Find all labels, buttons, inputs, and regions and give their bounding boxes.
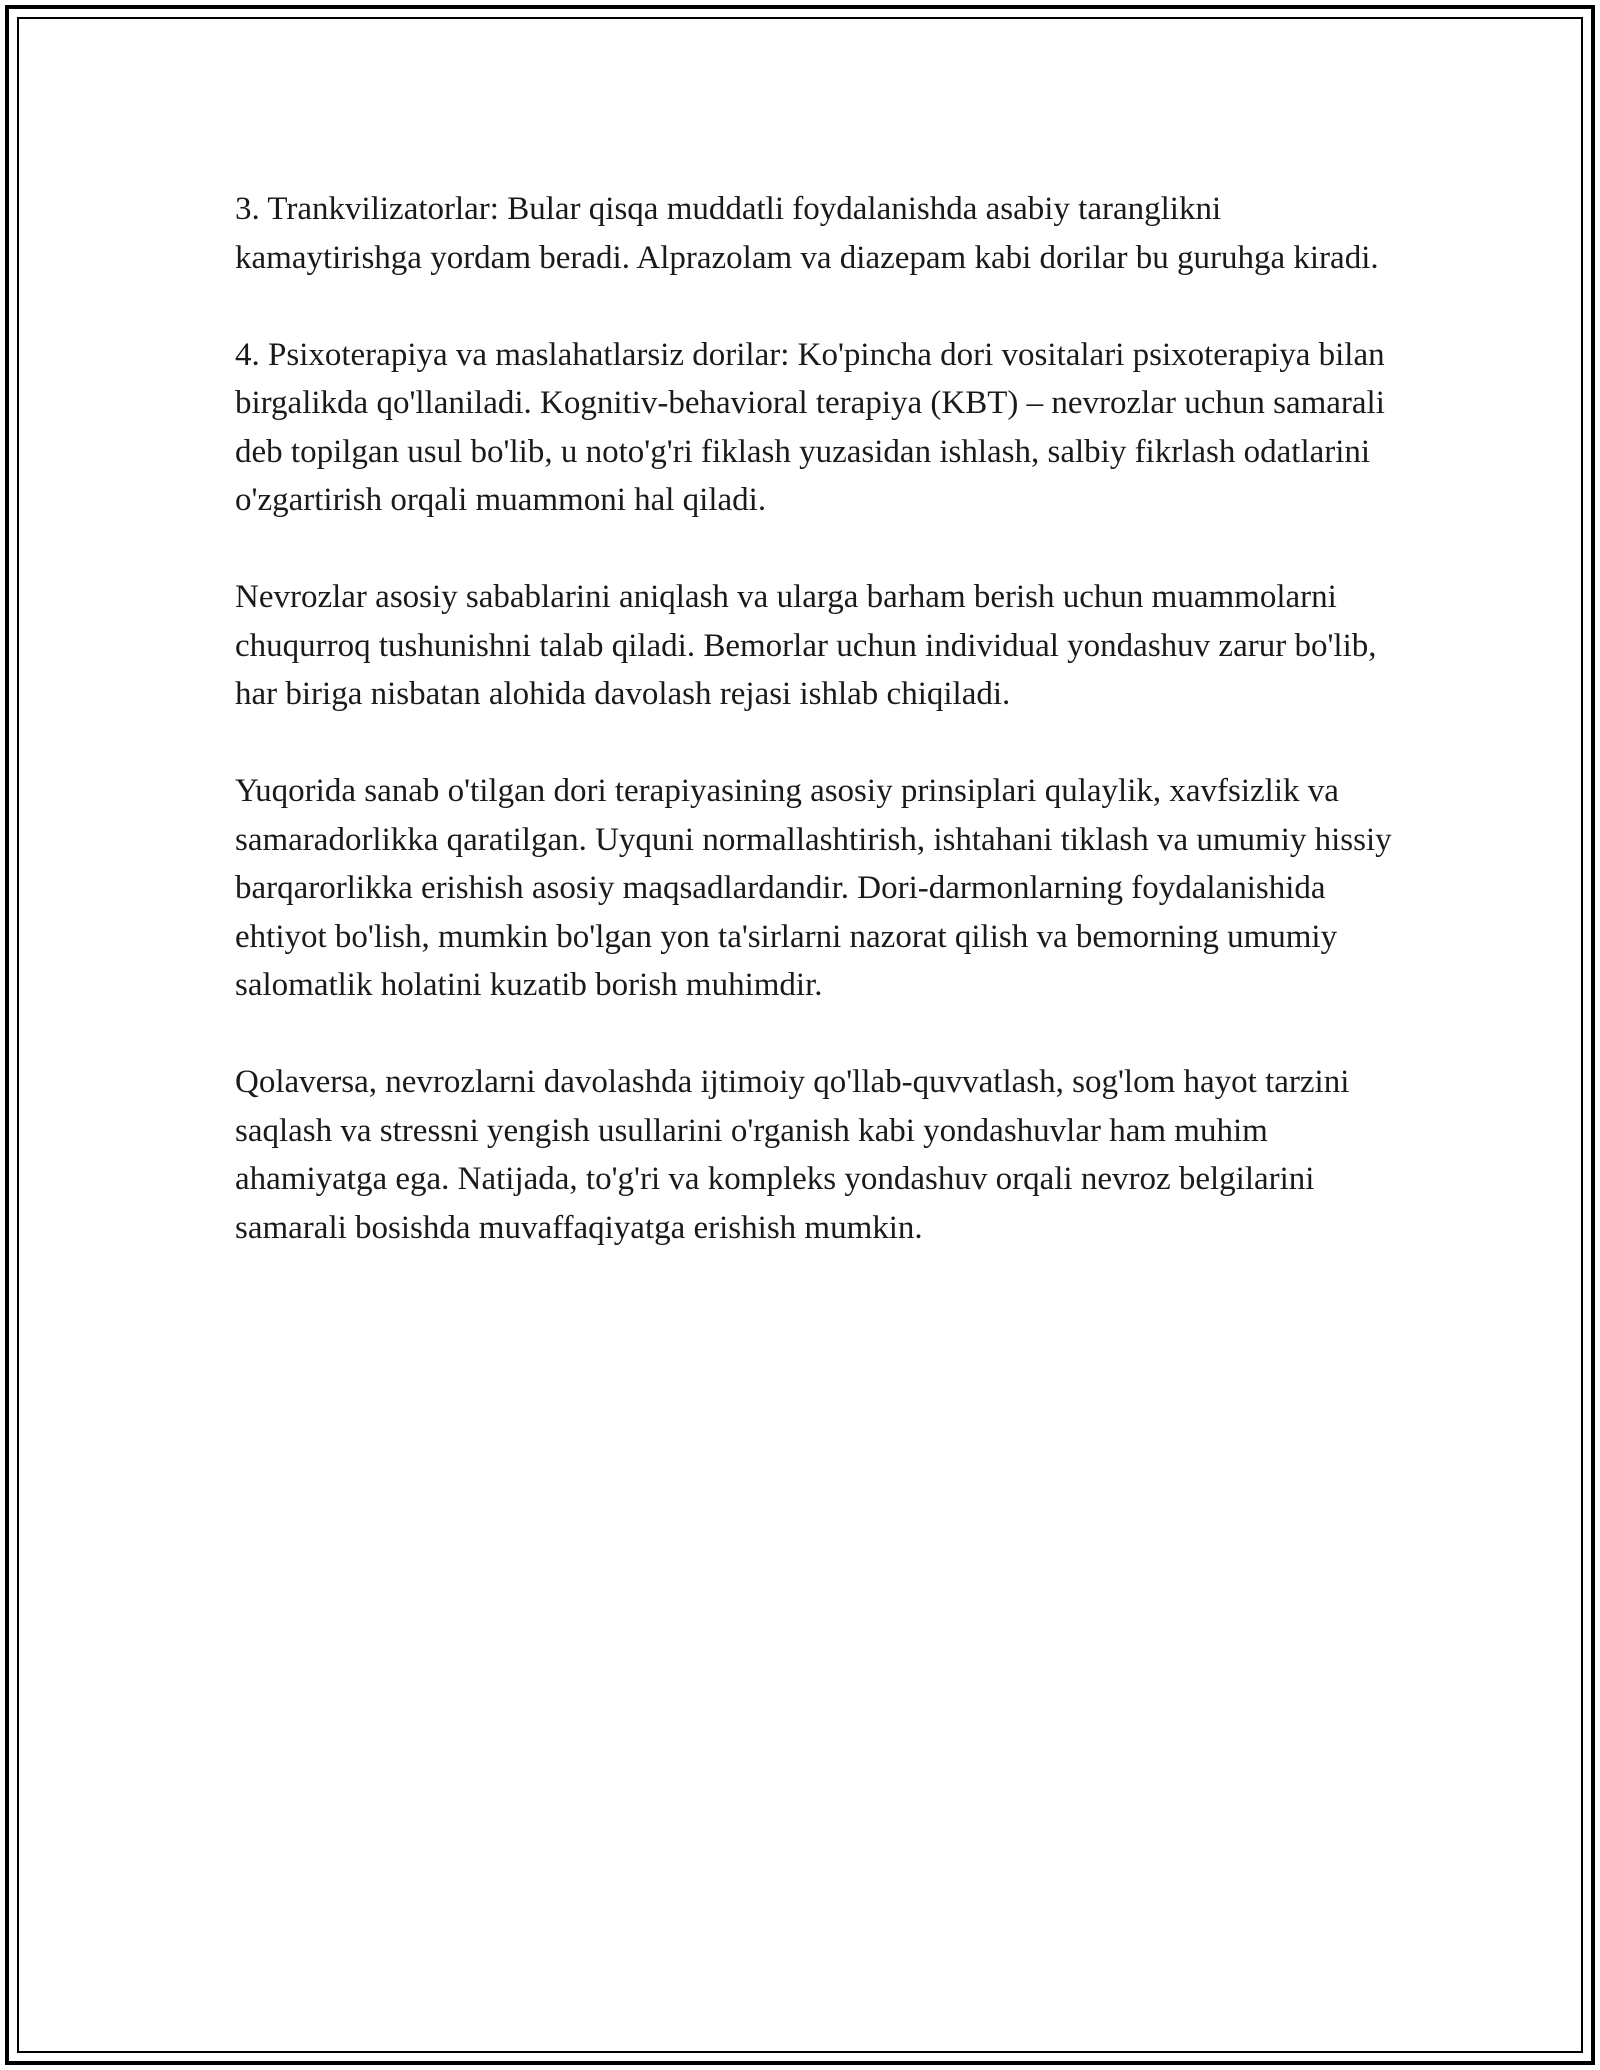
paragraph-psychotherapy: 4. Psixoterapiya va maslahatlarsiz dorilar: Ko'pincha dori vositalari psixoterapiya bilan birgalikda qo'llaniladi. Kognitiv-behavioral terapiya (KBT) – nevrozlar uchun samarali deb topilgan usul bo'lib, u noto'g'ri fiklash yuzasidan ishlash, salbiy fikrlash odatlarini o'zgartirish orqali muammoni hal qiladi.: [235, 336, 1385, 518]
paragraph-conclusion: Qolaversa, nevrozlarni davolashda ijtimoiy qo'llab-quvvatlash, sog'lom hayot tarzini saqlash va stressni yengish usullarini o'rganish kabi yondashuvlar ham muhim ahamiyatga ega. Natijada, to'g'ri va kompleks yondashuv orqali nevroz belgilarini samarali bosishda muvaffaqiyatga erishish mumkin.: [235, 1064, 1350, 1246]
paragraph-causes: Nevrozlar asosiy sabablarini aniqlash va ularga barham berish uchun muammolarni chuqurroq tushunishni talab qiladi. Bemorlar uchun individual yondashuv zarur bo'lib, har biriga nisbatan alohida davolash rejasi ishlab chiqiladi.: [235, 579, 1377, 712]
paragraph-principles: Yuqorida sanab o'tilgan dori terapiyasining asosiy prinsiplari qulaylik, xavfsizlik va samaradorlikka qaratilgan. Uyquni normallashtirish, ishtahani tiklash va umumiy hissiy barqarorlikka erishish asosiy maqsadlardandir. Dori-darmonlarning foydalanishida ehtiyot bo'lish, mumkin bo'lgan yon ta'sirlarni nazorat qilish va bemorning umumiy salomatlik holatini kuzatib borish muhimdir.: [235, 773, 1392, 1003]
paragraph-tranquilizers: 3. Trankvilizatorlar: Bular qisqa muddatli foydalanishda asabiy taranglikni kamaytirishga yordam beradi. Alprazolam va diazepam kabi dorilar bu guruhga kiradi.: [235, 191, 1379, 276]
document-body: [235, 185, 1395, 1252]
